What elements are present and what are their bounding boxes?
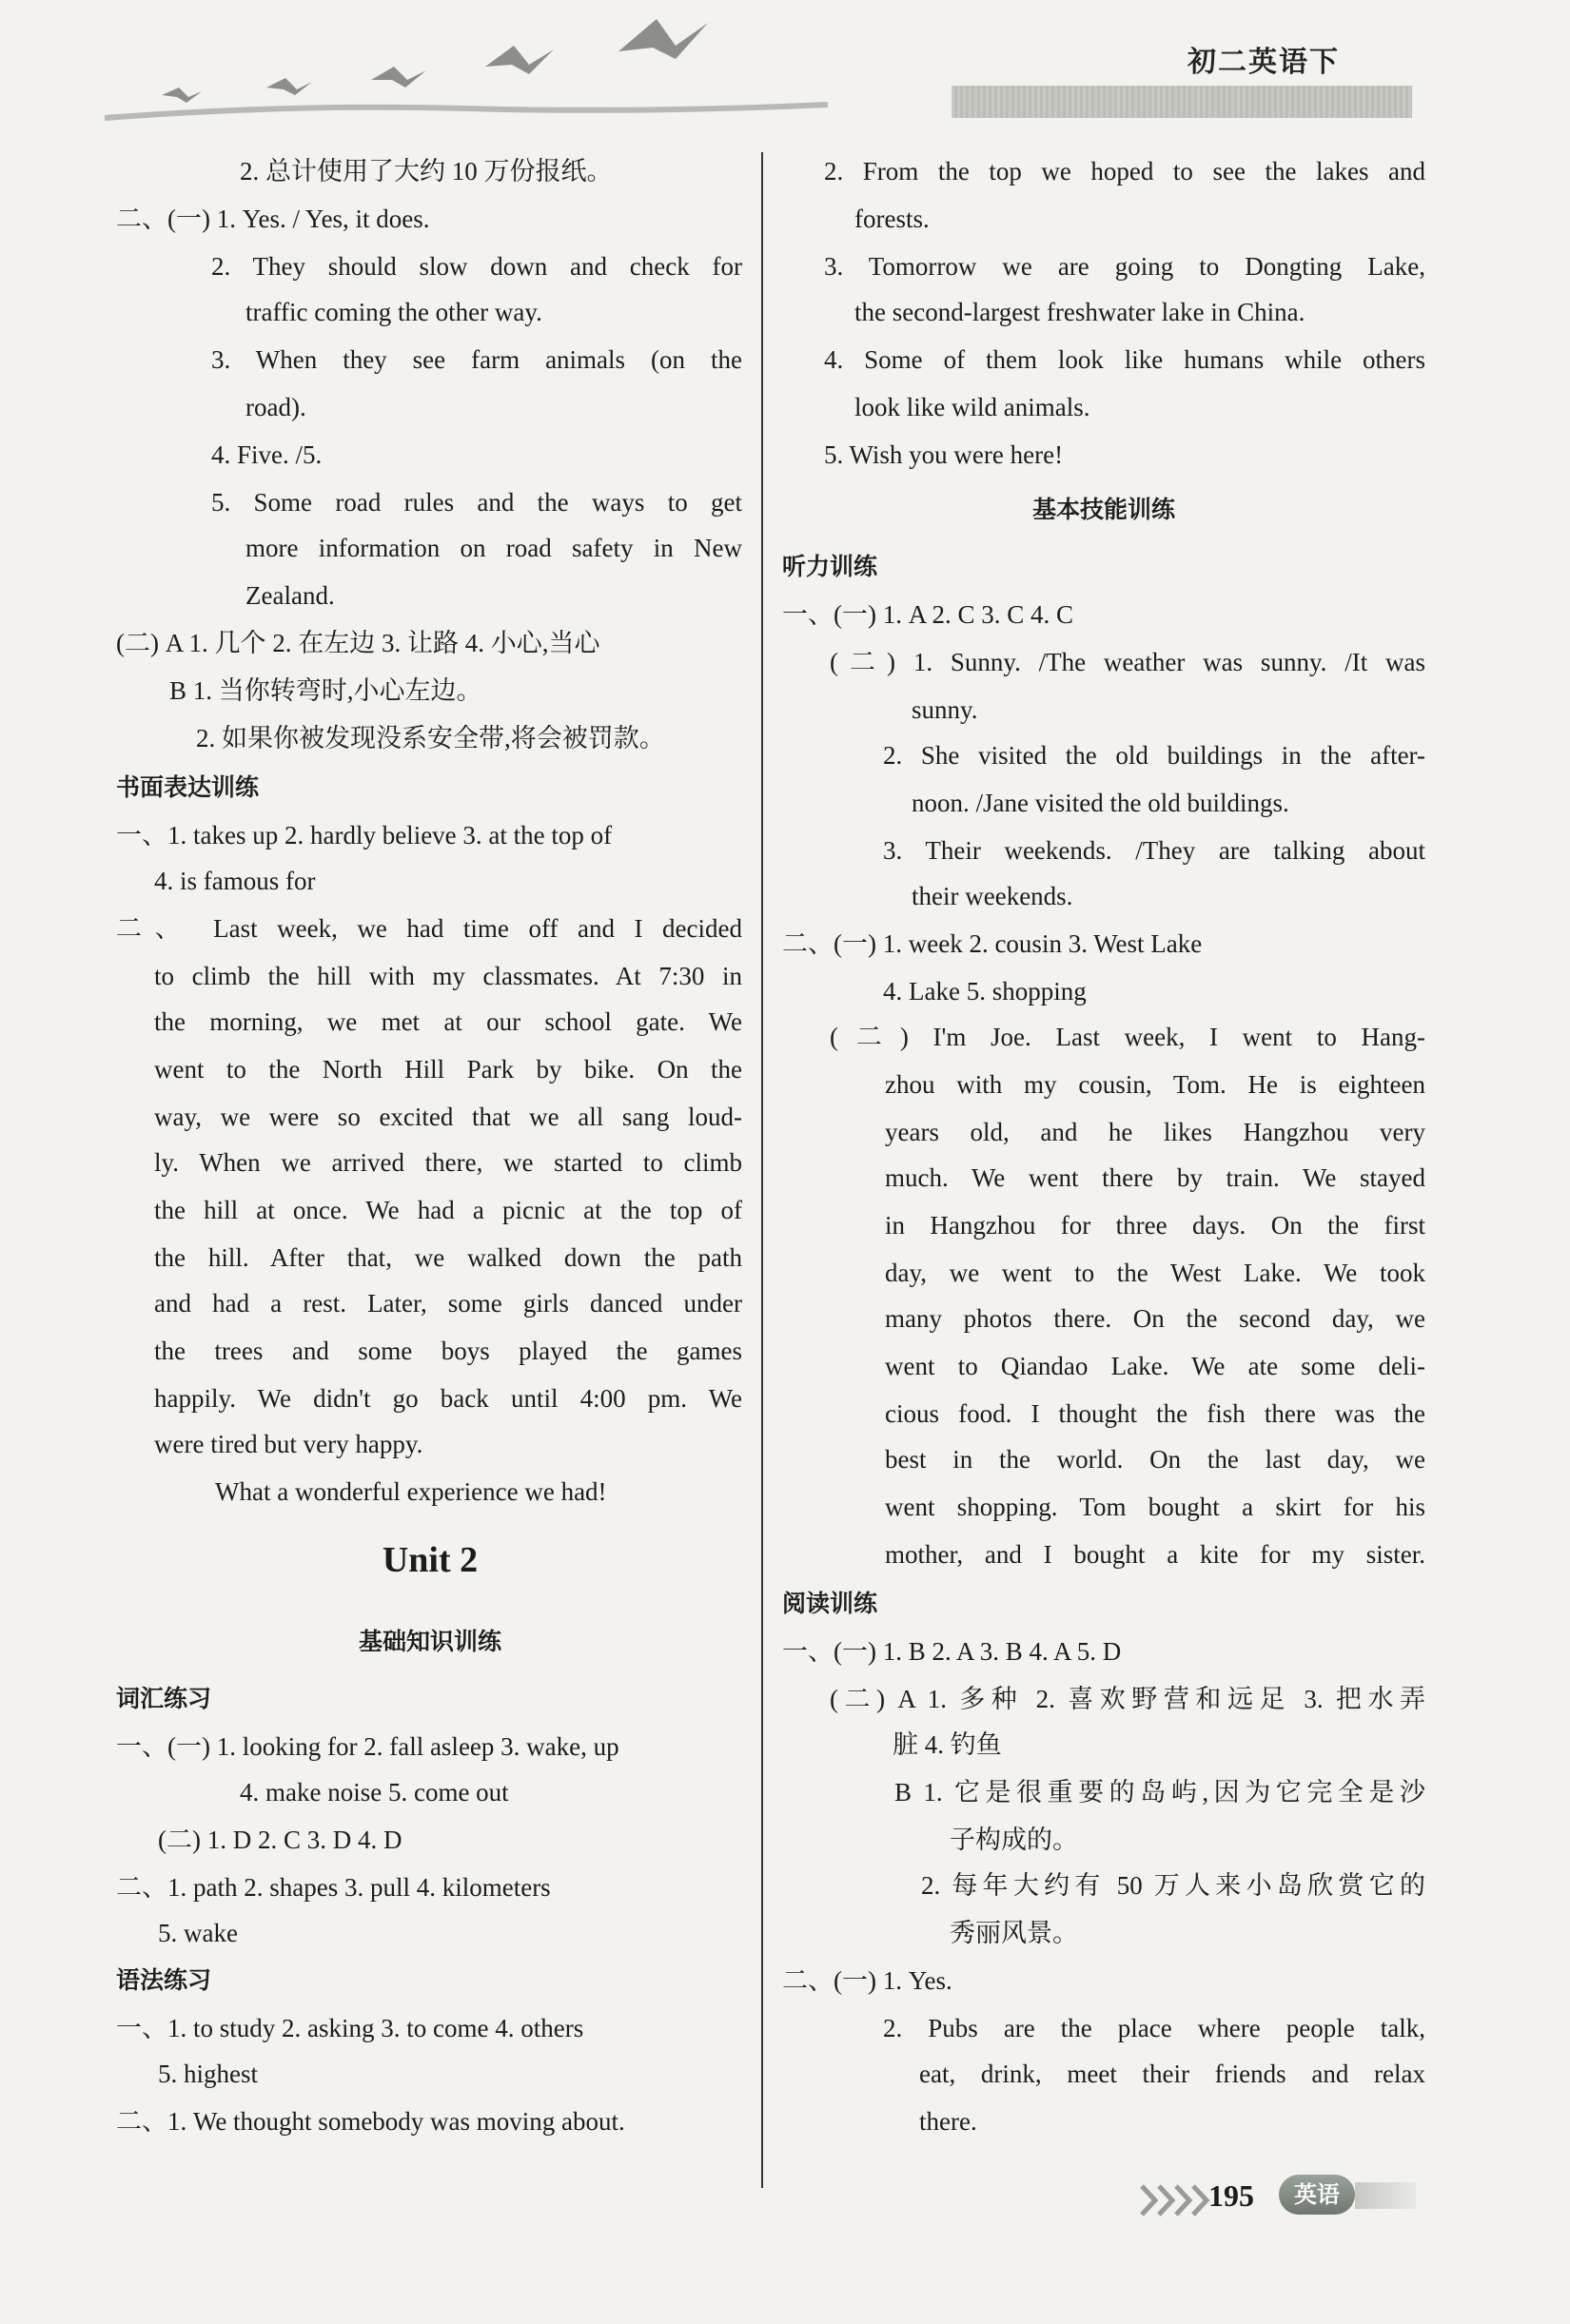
section-heading: 词汇练习 [116, 1685, 212, 1712]
answer-line: 二、1. path 2. shapes 3. pull 4. kilometers [116, 1873, 551, 1902]
answer-line: (二) 1. D 2. C 3. D 4. D [158, 1826, 402, 1854]
answer-line: and had a rest. Later, some girls danced under [154, 1289, 742, 1318]
column-divider [761, 152, 763, 2188]
subsection-heading: 基础知识训练 [358, 1628, 501, 1655]
answer-line: best in the world. On the last day, we [885, 1445, 1425, 1474]
answer-line: 二、(一) 1. week 2. cousin 3. West Lake [782, 929, 1203, 958]
header-decor-bar [952, 86, 1412, 118]
answer-line: much. We went there by train. We stayed [885, 1163, 1425, 1192]
answer-line: the second-largest freshwater lake in China. [854, 298, 1305, 326]
answer-line: 5. wake [158, 1919, 238, 1947]
answer-line: eat, drink, meet their friends and relax [919, 2060, 1425, 2088]
answer-line: the hill. After that, we walked down the path [154, 1243, 742, 1272]
answer-line: 2. From the top we hoped to see the lakes and [824, 157, 1425, 186]
answer-line: Zealand. [245, 581, 335, 610]
answer-line: noon. /Jane visited the old buildings. [912, 789, 1289, 817]
answer-line: there. [919, 2107, 977, 2136]
answer-line: happily. We didn't go back until 4:00 pm. We [154, 1384, 742, 1413]
answer-line: 一、1. takes up 2. hardly believe 3. at the top of [116, 821, 613, 850]
answer-line: more information on road safety in New [245, 534, 742, 562]
answer-line: 2. 总计使用了大约 10 万份报纸。 [240, 157, 613, 186]
answer-line: 一、(一) 1. B 2. A 3. B 4. A 5. D [782, 1637, 1122, 1666]
answer-line: 脏 4. 钓鱼 [893, 1730, 1002, 1759]
answer-line: went to the North Hill Park by bike. On the [154, 1055, 742, 1084]
answer-line: 一、(一) 1. A 2. C 3. C 4. C [782, 600, 1074, 629]
answer-line: 二、 Last week, we had time off and I decided [116, 914, 742, 943]
answer-line: 2. They should slow down and check for [211, 252, 742, 281]
answer-line: 4. Five. /5. [211, 440, 323, 469]
answer-line: many photos there. On the second day, we [885, 1304, 1425, 1333]
answer-line: forests. [854, 205, 930, 233]
answer-line: the morning, we met at our school gate. We [154, 1007, 742, 1036]
answer-line: ly. When we arrived there, we started to climb [154, 1148, 742, 1177]
page-header-title: 初二英语下 [1187, 46, 1340, 79]
answer-line: 子构成的。 [950, 1826, 1078, 1854]
answer-line: traffic coming the other way. [245, 298, 542, 326]
answer-line: 5. Some road rules and the ways to get [211, 488, 742, 517]
answer-line: went shopping. Tom bought a skirt for his [885, 1493, 1425, 1521]
answer-line: 3. Their weekends. /They are talking about [883, 836, 1425, 865]
answer-line: 二、1. We thought somebody was moving about. [116, 2107, 625, 2136]
footer-decor-bar [1355, 2182, 1416, 2209]
answer-line: way, we were so excited that we all sang loud- [154, 1103, 742, 1131]
answer-line: 2. She visited the old buildings in the after- [883, 741, 1425, 770]
answer-line: their weekends. [912, 882, 1073, 910]
answer-line: zhou with my cousin, Tom. He is eighteen [885, 1070, 1425, 1099]
answer-line: 一、1. to study 2. asking 3. to come 4. others [116, 2014, 584, 2042]
answer-line: (二) 1. Sunny. /The weather was sunny. /It was [830, 648, 1425, 676]
section-heading: 听力训练 [782, 553, 878, 580]
answer-line: 2. 每年大约有 50 万人来小岛欣赏它的 [921, 1871, 1425, 1900]
answer-line: 一、(一) 1. looking for 2. fall asleep 3. wake, up [116, 1732, 619, 1761]
answer-line: went to Qiandao Lake. We ate some deli- [885, 1352, 1425, 1380]
answer-line: in Hangzhou for three days. On the first [885, 1211, 1425, 1240]
answer-line: (二) I'm Joe. Last week, I went to Hang- [830, 1023, 1425, 1051]
answer-line: 4. Some of them look like humans while others [824, 345, 1425, 374]
answer-line: 5. highest [158, 2060, 258, 2088]
answer-line: day, we went to the West Lake. We took [885, 1259, 1425, 1287]
answer-line: the hill at once. We had a picnic at the top of [154, 1196, 742, 1224]
answer-line: 二、(一) 1. Yes. [782, 1966, 952, 1995]
answer-line: 2. 如果你被发现没系安全带,将会被罚款。 [196, 724, 665, 752]
answer-line: 二、(一) 1. Yes. / Yes, it does. [116, 205, 430, 233]
answer-line: cious food. I thought the fish there was the [885, 1399, 1425, 1428]
answer-line: (二) A 1. 多种 2. 喜欢野营和远足 3. 把水弄 [830, 1685, 1425, 1713]
section-heading: 语法练习 [116, 1966, 212, 1994]
answer-line: 4. Lake 5. shopping [883, 977, 1087, 1006]
answer-line: 3. Tomorrow we are going to Dongting Lake, [824, 252, 1425, 281]
answer-line: 4. make noise 5. come out [240, 1778, 509, 1806]
answer-line: the trees and some boys played the games [154, 1337, 742, 1365]
answer-line: road). [245, 393, 306, 421]
answer-line: 3. When they see farm animals (on the [211, 345, 742, 374]
answer-line: 5. Wish you were here! [824, 440, 1064, 469]
answer-line: B 1. 它是很重要的岛屿,因为它完全是沙 [894, 1778, 1425, 1806]
answer-line: mother, and I bought a kite for my sister. [885, 1540, 1425, 1569]
page-number: 195 [1208, 2178, 1254, 2213]
unit-title: Unit 2 [382, 1540, 479, 1580]
answer-line: were tired but very happy. [154, 1430, 423, 1458]
answer-line: years old, and he likes Hangzhou very [885, 1118, 1425, 1146]
answer-line: B 1. 当你转弯时,小心左边。 [169, 676, 482, 705]
subsection-heading: 基本技能训练 [1031, 496, 1175, 523]
flying-birds-icon [105, 13, 828, 127]
chevron-arrows-icon [1138, 2178, 1214, 2222]
answer-line: 2. Pubs are the place where people talk, [883, 2014, 1425, 2042]
answer-line: 秀丽风景。 [950, 1919, 1078, 1947]
section-heading: 书面表达训练 [116, 773, 260, 801]
answer-line: What a wonderful experience we had! [215, 1477, 607, 1506]
answer-line: look like wild animals. [854, 393, 1090, 421]
section-heading: 阅读训练 [782, 1590, 878, 1617]
answer-line: sunny. [912, 695, 978, 724]
subject-badge: 英语 [1279, 2175, 1355, 2215]
answer-line: (二) A 1. 几个 2. 在左边 3. 让路 4. 小心,当心 [116, 629, 600, 657]
answer-line: 4. is famous for [154, 867, 316, 895]
answer-line: to climb the hill with my classmates. At 7:30 in [154, 962, 742, 990]
